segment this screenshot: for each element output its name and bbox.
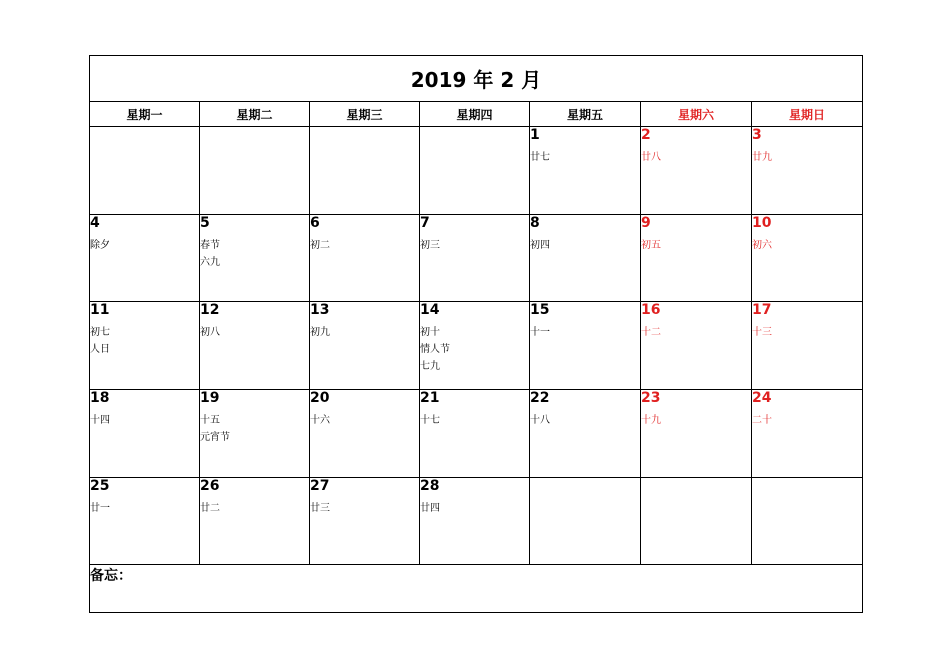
lunar-date: 初八 [200,327,220,338]
calendar-title: 2019 年 2 月 [90,56,863,102]
day-cell[interactable] [90,215,200,302]
day-cell[interactable] [641,390,752,478]
lunar-date: 十七 [420,415,440,426]
lunar-date: 廿一 [90,503,110,514]
lunar-date: 初七 [90,327,110,338]
day-number: 20 [310,390,330,406]
empty-day-cell [90,127,200,215]
day-number: 18 [90,390,110,406]
empty-day-cell [420,127,530,215]
lunar-date: 十三 [752,327,772,338]
lunar-date: 廿八 [641,152,661,163]
day-number: 15 [530,302,550,318]
day-cell[interactable] [200,390,310,478]
day-number: 26 [200,478,220,494]
week-row [90,302,863,390]
day-cell[interactable] [752,390,863,478]
day-number: 8 [530,215,540,231]
day-number: 17 [752,302,772,318]
week-row [90,127,863,215]
day-number: 28 [420,478,440,494]
day-number: 11 [90,302,110,318]
day-cell[interactable] [200,215,310,302]
lunar-date: 除夕 [90,240,110,251]
weekday-header: 星期四 [420,102,530,127]
lunar-date: 十五 [200,415,220,426]
day-number: 27 [310,478,330,494]
day-number: 12 [200,302,220,318]
day-cell[interactable] [200,302,310,390]
weekday-header: 星期日 [752,102,863,127]
day-cell[interactable] [420,302,530,390]
lunar-date: 廿二 [200,503,220,514]
lunar-date: 初十 [420,327,440,338]
day-number: 4 [90,215,100,231]
festival-label: 六九 [200,257,220,268]
empty-day-cell [310,127,420,215]
day-cell[interactable] [641,302,752,390]
lunar-date: 十六 [310,415,330,426]
empty-day-cell [752,478,863,565]
lunar-date: 廿九 [752,152,772,163]
day-number: 10 [752,215,772,231]
festival-label: 七九 [420,361,440,372]
weekday-header: 星期一 [90,102,200,127]
day-cell[interactable] [90,390,200,478]
day-number: 5 [200,215,210,231]
day-cell[interactable] [752,215,863,302]
day-number: 19 [200,390,220,406]
day-number: 3 [752,127,762,143]
calendar-table [89,55,863,613]
lunar-date: 十九 [641,415,661,426]
week-row [90,390,863,478]
day-cell[interactable] [310,390,420,478]
day-cell[interactable] [530,302,641,390]
day-cell[interactable] [310,215,420,302]
weekday-header: 星期三 [310,102,420,127]
day-cell[interactable] [90,478,200,565]
day-cell[interactable] [530,390,641,478]
lunar-date: 十二 [641,327,661,338]
day-cell[interactable] [310,302,420,390]
lunar-date: 初五 [641,240,661,251]
day-cell[interactable] [420,390,530,478]
day-number: 23 [641,390,661,406]
lunar-date: 十一 [530,327,550,338]
lunar-date: 十八 [530,415,550,426]
day-number: 9 [641,215,651,231]
weekday-header: 星期六 [641,102,752,127]
weekday-header-row [90,102,863,127]
day-number: 2 [641,127,651,143]
day-number: 7 [420,215,430,231]
day-cell[interactable] [752,127,863,215]
day-cell[interactable] [530,215,641,302]
lunar-date: 十四 [90,415,110,426]
lunar-date: 廿七 [530,152,550,163]
memo-area[interactable] [90,565,863,613]
weeks-body [90,127,863,565]
day-number: 6 [310,215,320,231]
day-cell[interactable] [200,478,310,565]
empty-day-cell [641,478,752,565]
memo-label: 备忘： [90,568,132,584]
lunar-date: 廿三 [310,503,330,514]
week-row [90,478,863,565]
day-cell[interactable] [641,127,752,215]
day-cell[interactable] [530,127,641,215]
day-number: 16 [641,302,661,318]
day-number: 22 [530,390,550,406]
lunar-date: 廿四 [420,503,440,514]
lunar-date: 初三 [420,240,440,251]
day-number: 24 [752,390,772,406]
day-cell[interactable] [420,478,530,565]
day-cell[interactable] [310,478,420,565]
day-number: 13 [310,302,330,318]
lunar-date: 初二 [310,240,330,251]
day-number: 1 [530,127,540,143]
lunar-date: 二十 [752,415,772,426]
festival-label: 人日 [90,344,110,355]
lunar-date: 初四 [530,240,550,251]
lunar-date: 初九 [310,327,330,338]
day-cell[interactable] [752,302,863,390]
weekday-header: 星期二 [200,102,310,127]
festival-label: 元宵节 [200,432,230,443]
day-number: 14 [420,302,440,318]
week-row [90,215,863,302]
festival-label: 情人节 [420,344,450,355]
empty-day-cell [200,127,310,215]
lunar-date: 初六 [752,240,772,251]
lunar-date: 春节 [200,240,220,251]
day-number: 25 [90,478,110,494]
weekday-header: 星期五 [530,102,641,127]
day-cell[interactable] [90,302,200,390]
day-number: 21 [420,390,440,406]
day-cell[interactable] [420,215,530,302]
day-cell[interactable] [641,215,752,302]
empty-day-cell [530,478,641,565]
